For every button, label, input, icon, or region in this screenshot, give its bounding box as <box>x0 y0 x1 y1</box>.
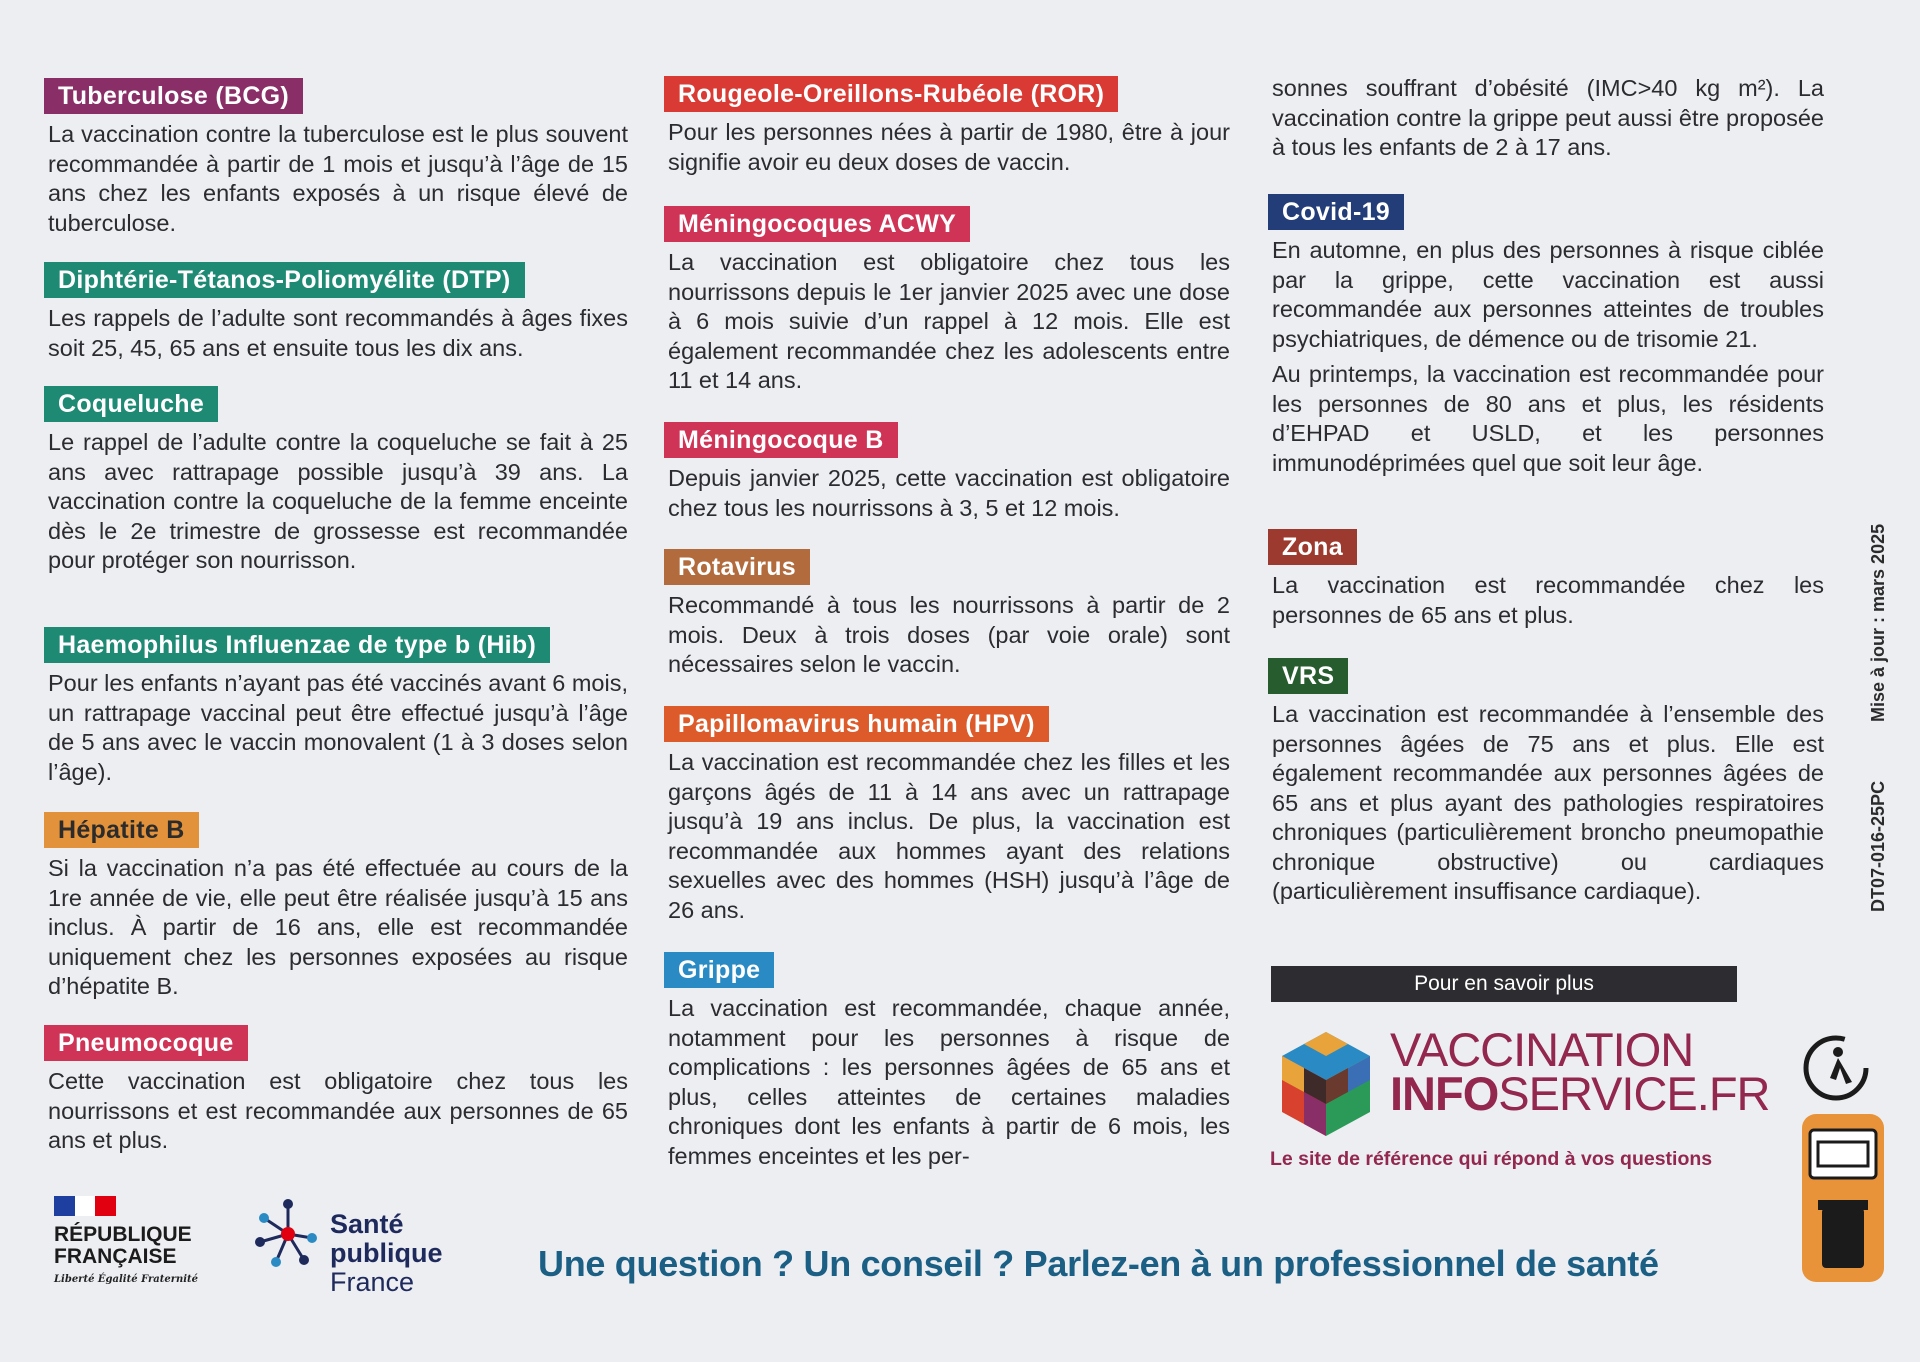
section-meningocoques-acwy <box>664 206 1230 396</box>
section-text: Depuis janvier 2025, cette vaccination est obligatoire chez tous les nourrissons à 3, 5 et 12 mois. <box>668 465 1230 521</box>
section-meningocoque-b <box>664 422 1230 523</box>
section-vrs <box>1268 658 1824 907</box>
section-text: Si la vaccination n’a pas été effectuée au cours de la 1re année de vie, elle peut être réalisée jusqu’à 15 ans inclus. À partir de 16 ans, elle est recommandée uniquement chez les personnes exposées au risque d’hépatite B. <box>48 855 628 999</box>
vis-tagline: Le site de référence qui répond à vos questions <box>1270 1148 1713 1170</box>
section-title: Grippe <box>664 952 774 988</box>
section-rotavirus <box>664 549 1230 680</box>
rf-motto: Liberté Égalité Fraternité <box>54 1274 199 1285</box>
spf-line-3: France <box>330 1267 415 1297</box>
triman-recycling-icon <box>1800 1032 1872 1104</box>
section-title: Méningocoque B <box>664 422 898 458</box>
spf-line-2: publique <box>330 1238 443 1268</box>
question-banner: Une question ? Un conseil ? Parlez-en à un professionnel de santé <box>538 1243 1659 1284</box>
section-title: VRS <box>1268 658 1348 694</box>
section-hepatite-b <box>44 812 628 1002</box>
section-title: Zona <box>1268 529 1357 565</box>
section-title: Hépatite B <box>44 812 199 848</box>
section-text: En automne, en plus des personnes à risque ciblée par la grippe, cette vaccination est aussi recommandée aux personnes atteintes de troubles psychiatriques, de démence ou de trisomie 21. <box>1272 237 1824 352</box>
rf-name: RÉPUBLIQUE FRANÇAISE <box>54 1223 192 1268</box>
section-title: Méningocoques ACWY <box>664 206 970 242</box>
section-text: Le rappel de l’adulte contre la coqueluche se fait à 25 ans avec rattrapage possible jusqu’à 39 ans. La vaccination contre la coqueluche de la femme enceinte dès le 2e trimestre de grossesse est recommandée pour protéger son nourrisson. <box>48 429 628 573</box>
section-title: Coqueluche <box>44 386 218 422</box>
section-text: La vaccination est recommandée, chaque année, notamment pour les personnes à risque de complications : les personnes âgées de 65 ans et plus, celles atteintes de certaines maladies chroniques dont les enfants à partir de 6 mois, les femmes enceintes et les per- <box>668 995 1230 1169</box>
section-zona <box>1268 529 1824 630</box>
section-text: La vaccination contre la tuberculose est le plus souvent recommandée à partir de 1 mois et jusqu’à l’âge de 15 ans chez les enfants exposés à un risque élevé de tuberculose. <box>48 121 628 236</box>
section-grippe-continued <box>1268 74 1824 163</box>
section-grippe <box>664 952 1230 1171</box>
vis-line-2: SERVICE.FR <box>1498 1067 1770 1120</box>
section-title: Haemophilus Influenzae de type b (Hib) <box>44 627 550 663</box>
section-covid-19 <box>1268 194 1824 478</box>
section-title: Tuberculose (BCG) <box>44 78 303 114</box>
section-coqueluche <box>44 386 628 576</box>
vis-line-1: VACCINATION <box>1390 1023 1694 1076</box>
sante-publique-france-logo-icon <box>252 1198 324 1270</box>
update-date: Mise à jour : mars 2025 <box>1868 523 1888 722</box>
bac-de-tri-icon <box>1800 1112 1886 1284</box>
section-text: La vaccination est recommandée chez les personnes de 65 ans et plus. <box>1272 572 1824 628</box>
spf-line-1: Santé <box>330 1209 404 1239</box>
section-title: Pneumocoque <box>44 1025 248 1061</box>
section-text: La vaccination est recommandée chez les filles et les garçons âgés de 11 à 14 ans avec un rattrapage jusqu’à 19 ans inclus. De plus, la vaccination est recommandée aux hommes ayant des relations sexuelles avec des hommes (HSH) jusqu’à l’âge de 26 ans. <box>668 749 1230 923</box>
document-reference: DT07-016-25PC <box>1868 780 1888 912</box>
section-text: La vaccination est recommandée à l’ensemble des personnes âgées de 75 ans et plus. Elle est également recommandée aux personnes âgées de 65 ans et plus ayant des pathologies respiratoires chroniques (particulièrement broncho pneumopathie chronique obstructive) ou cardiaques (particulièrement insuffisance cardiaque). <box>1272 701 1824 904</box>
section-text: Recommandé à tous les nourrissons à partir de 2 mois. Deux à trois doses (par voie orale) sont nécessaires selon le vaccin. <box>668 592 1230 677</box>
section-title: Rougeole-Oreillons-Rubéole (ROR) <box>664 76 1118 112</box>
sante-publique-france-text <box>330 1210 442 1297</box>
section-dtp <box>44 262 628 363</box>
section-ror <box>664 76 1230 177</box>
section-text: Pour les personnes nées à partir de 1980, être à jour signifie avoir eu deux doses de vaccin. <box>668 119 1230 175</box>
section-tuberculose <box>44 78 628 238</box>
section-text: Les rappels de l’adulte sont recommandés à âges fixes soit 25, 45, 65 ans et ensuite tous les dix ans. <box>48 305 628 361</box>
section-title: Diphtérie-Tétanos-Poliomyélite (DTP) <box>44 262 525 298</box>
republique-francaise-logo <box>54 1196 214 1286</box>
section-pneumocoque <box>44 1025 628 1156</box>
section-text: sonnes souffrant d’obésité (IMC>40 kg m²). La vaccination contre la grippe peut aussi être proposée à tous les enfants de 2 à 17 ans. <box>1272 75 1824 160</box>
section-title: Rotavirus <box>664 549 810 585</box>
section-title: Papillomavirus humain (HPV) <box>664 706 1049 742</box>
section-text: Pour les enfants n’ayant pas été vaccinés avant 6 mois, un rattrapage vaccinal peut être effectué jusqu’à l’âge de 5 ans avec le vaccin monovalent (1 à 3 doses selon l’âge). <box>48 670 628 785</box>
more-info-banner: Pour en savoir plus <box>1271 966 1737 1002</box>
section-hpv <box>664 706 1230 925</box>
section-text: La vaccination est obligatoire chez tous les nourrissons depuis le 1er janvier 2025 avec une dose à 6 mois suivie d’un rappel à 12 mois. Elle est également recommandée chez les adolescents entre 11 et 14 ans. <box>668 249 1230 393</box>
section-hib <box>44 627 628 787</box>
marianne-flag-icon <box>54 1196 116 1216</box>
vaccination-info-service-logo-icon <box>1270 1028 1382 1140</box>
section-text: Au printemps, la vaccination est recommandée pour les personnes de 80 ans et plus, les résidents d’EHPAD et USLD, et les personnes immunodéprimées quel que soit leur âge. <box>1272 361 1824 476</box>
section-text: Cette vaccination est obligatoire chez tous les nourrissons et est recommandée aux personnes de 65 ans et plus. <box>48 1068 628 1153</box>
vis-line-2-bold: INFO <box>1390 1067 1499 1120</box>
vaccination-info-service-title <box>1390 1023 1770 1120</box>
section-title: Covid-19 <box>1268 194 1404 230</box>
